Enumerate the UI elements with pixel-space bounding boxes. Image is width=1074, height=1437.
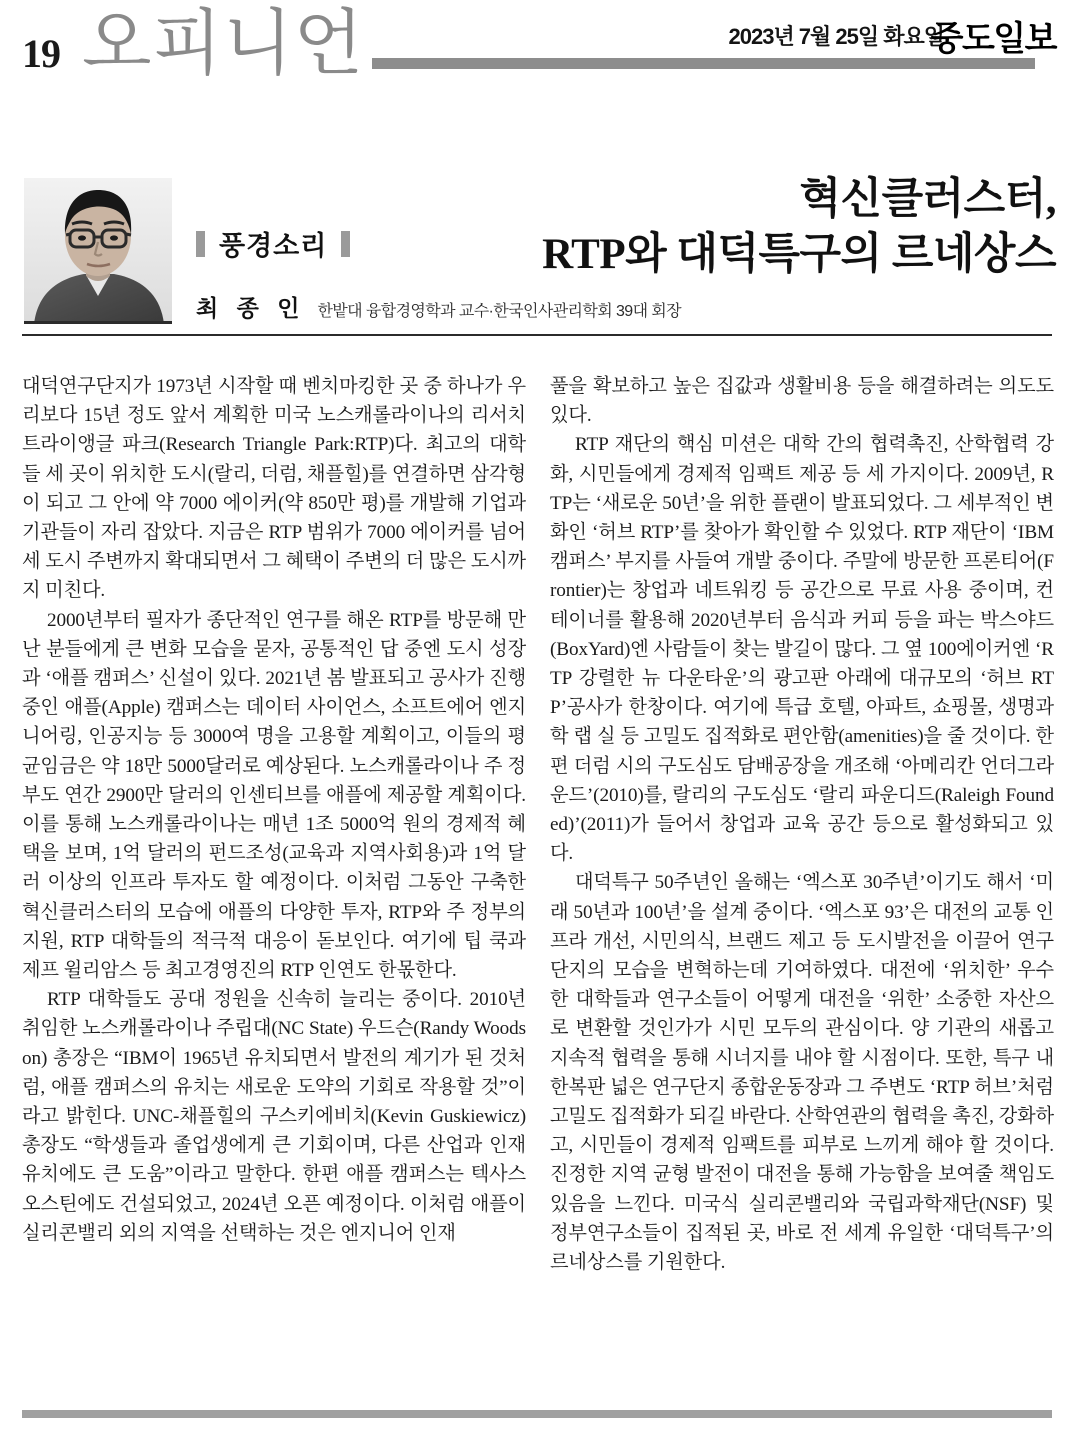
paragraph: 풀을 확보하고 높은 집값과 생활비용 등을 해결하려는 의도도 있다. <box>550 376 1054 427</box>
badge-bar-left-icon <box>196 231 205 257</box>
paragraph: RTP 대학들도 공대 정원을 신속히 늘리는 중이다. 2010년 취임한 노스캐롤라이나 주립대(NC State) 우드슨(Randy Woodson) 총장은 “IBM이 1965년 유치되면서 발전의 계기가 된 것처럼, 애플 캠퍼스의 유치는 새로운 도약의 기회로 작용할 것”이라고 밝힌다. UNC-채플힐의 구스키에비치(Kevin Guskiewicz) 총장도 “학생들과 졸업생에게 큰 기회이며, 다른 산업과 인재유치에도 큰 도움”이라고 말한다. 한편 애플 캠퍼스는 텍사스 오스틴에도 건설되었고, 2024년 오픈 예정이다. 이처럼 애플이 실리콘밸리 외의 지역을 선택하는 것은 엔지니어 인재 <box>22 989 526 1244</box>
section-title: 오피니언 <box>82 4 365 84</box>
paragraph: 대덕특구 50주년인 올해는 ‘엑스포 30주년’이기도 해서 ‘미래 50년과 100년’을 설계 중이다. ‘엑스포 93’은 대전의 교통 인프라 개선, 시민의식, 브랜드 제고 등 도시발전을 이끌어 연구단지의 모습을 변혁하는데 기여하였다. 대전에 ‘위치한’ 우수한 대학들과 연구소들이 어떻게 대전을 ‘위한’ 소중한 자산으로 변환할 것인가가 시민 모두의 관심이다. 양 기관의 새롭고 지속적 협력을 통해 시너지를 내야 할 시점이다. 또한, 특구 내 한복판 넓은 연구단지 종합운동장과 그 주변도 ‘RTP 허브’처럼 고밀도 집적화가 되길 바란다. 산학연관의 협력을 촉진, 강화하고, 시민들이 경제적 임팩트를 피부로 느끼게 해야 할 것이다. 진정한 지역 균형 발전이 대전을 통해 가능함을 보여줄 책임도 있음을 느낀다. 미국식 실리콘밸리와 국립과학재단(NSF) 및 정부연구소들이 집적된 곳, 바로 전 세계 유일한 ‘대덕특구’의 르네상스를 기원한다. <box>550 872 1054 1274</box>
badge-bar-right-icon <box>341 231 350 257</box>
byline-divider-rule <box>22 334 1052 336</box>
article-headline <box>416 172 1056 282</box>
column-badge <box>196 224 350 263</box>
paragraph: 2000년부터 필자가 종단적인 연구를 해온 RTP를 방문해 만난 분들에게 큰 변화 모습을 묻자, 공통적인 답 중엔 도시 성장과 ‘애플 캠퍼스’ 신설이 있다. 2021년 봄 발표되고 공사가 진행 중인 애플(Apple) 캠퍼스는 데이터 사이언스, 소프트에어 엔지니어링, 인공지능 등 3000여 명을 고용할 계획이고, 이들의 평균임금은 약 18만 5000달러로 예상된다. 노스캐롤라이나 주 정부도 연간 2900만 달러의 인센티브를 애플에 제공할 계획이다. 이를 통해 노스캐롤라이나는 매년 1조 5000억 원의 경제적 혜택을 보며, 1억 달러의 펀드조성(교육과 지역사회용)과 1억 달러 이상의 인프라 투자도 할 예정이다. 이처럼 그동안 구축한 혁신클러스터의 모습에 애플의 다양한 투자, RTP와 주 정부의 지원, RTP 대학들의 적극적 대응이 돋보인다. 여기에 팁 쿡과 제프 윌리암스 등 최고경영진의 RTP 인연도 한몫한다. <box>22 609 526 982</box>
page-number: 19 <box>22 31 60 76</box>
paragraph: 대덕연구단지가 1973년 시작할 때 벤치마킹한 곳 중 하나가 우리보다 15년 정도 앞서 계획한 미국 노스캐롤라이나의 리서치 트라이앵글 파크(Research Triangle Park:RTP)다. 최고의 대학들 세 곳이 위치한 도시(랄리, 더럼, 채플힐)를 연결하면 삼각형이 되고 그 안에 약 7000 에이커(약 850만 평)를 개발해 기업과 기관들이 자리 잡았다. 지금은 RTP 범위가 7000 에이커를 넘어 세 도시 주변까지 확대되면서 그 혜택이 주변의 더 많은 도시까지 미친다. <box>22 376 526 602</box>
article-column-left <box>22 372 526 1277</box>
byline-block <box>0 150 1074 336</box>
footer-rule <box>22 1410 1052 1418</box>
headline-line-2: RTP와 대덕특구의 르네상스 <box>542 231 1056 279</box>
column-name: 풍경소리 <box>219 231 328 261</box>
publication-date: 2023년 7월 25일 화요일 <box>728 24 944 49</box>
author-portrait-photo <box>24 178 172 324</box>
page-masthead <box>0 0 1074 112</box>
headline-line-1: 혁신클러스터, <box>799 176 1056 223</box>
author-name: 최 종 인 <box>196 295 306 321</box>
article-column-right <box>550 372 1054 1277</box>
author-affiliation: 한밭대 융합경영학과 교수·한국인사관리학회 39대 회장 <box>317 303 681 320</box>
article-body <box>22 372 1054 1277</box>
author-byline <box>196 290 681 323</box>
paragraph: RTP 재단의 핵심 미션은 대학 간의 협력촉진, 산학협력 강화, 시민들에게 경제적 임팩트 제공 등 세 가지이다. 2009년, RTP는 ‘새로운 50년’을 위한 플랜이 발표되었다. 그 세부적인 변화인 ‘허브 RTP’를 찾아가 확인할 수 있었다. RTP 재단이 ‘IBM 캠퍼스’ 부지를 사들여 개발 중이다. 주말에 방문한 프론티어(Frontier)는 창업과 네트워킹 등 공간으로 무료 사용 중이며, 컨테이너를 활용해 2020년부터 음식과 커피 등을 파는 박스야드(BoxYard)엔 사람들이 찾는 발길이 많다. 그 옆 100에이커엔 ‘RTP 강렬한 뉴 다운타운’의 광고판 아래에 대규모의 ‘허브 RTP’공사가 한창이다. 여기에 특급 호텔, 아파트, 쇼핑몰, 생명과학 랩 실 등 고밀도 집적화로 편안함(amenities)을 줄 것이다. 한편 더럼 시의 구도심도 담배공장을 개조해 ‘아메리칸 언더그라운드’(2010)를, 랄리의 구도심도 ‘랄리 파운디드(Raleigh Founded)’(2011)가 들어서 창업과 교육 공간 등으로 활성화되고 있다. <box>550 434 1054 865</box>
newspaper-masthead-name: 중도일보 <box>930 20 1056 58</box>
